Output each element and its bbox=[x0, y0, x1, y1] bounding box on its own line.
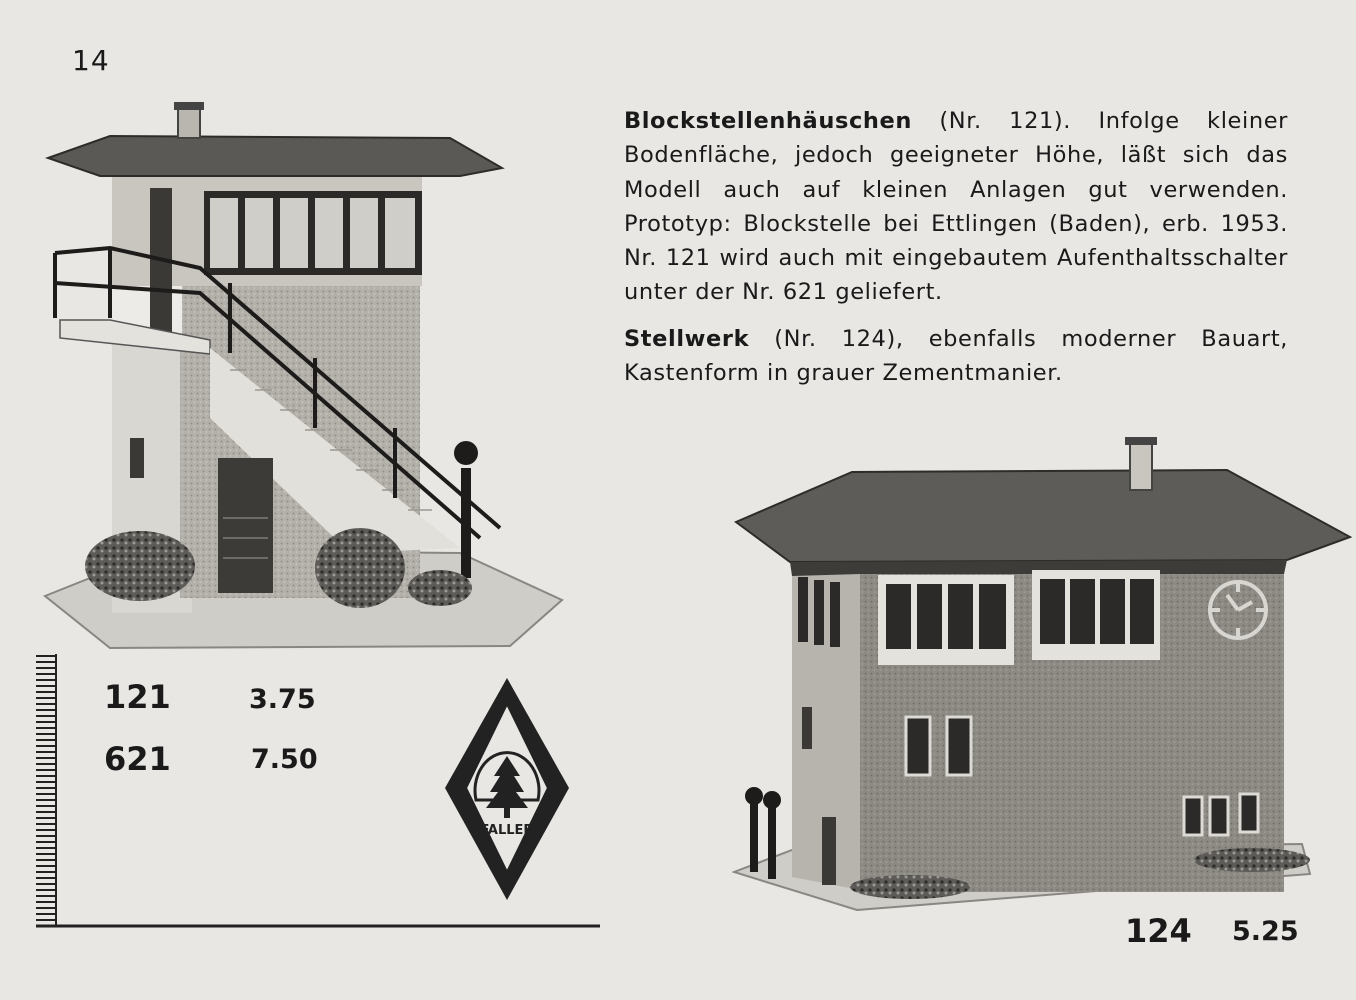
body-blockstelle: (Nr. 121). Infolge kleiner Bodenfläche, jedoch geeigneter Höhe, läßt sich das Modell auch auf kleinen Anlagen gut verwenden. Prototyp: Blockstelle bei Ettlingen (Baden), erb. 1953. Nr. 121 wird auch mit eingebautem Aufenthaltsschalter unter der Nr. 621 geliefert. bbox=[624, 108, 1288, 306]
item-number: 121 bbox=[104, 678, 171, 716]
price-621 bbox=[251, 744, 318, 775]
price-row-121 bbox=[104, 678, 171, 716]
item-number: 621 bbox=[104, 740, 171, 778]
paragraph-stellwerk bbox=[624, 322, 1288, 391]
photo-blockstelle bbox=[40, 98, 570, 658]
photo-stellwerk bbox=[732, 432, 1352, 912]
price-124 bbox=[1232, 916, 1299, 947]
body-stellwerk: (Nr. 124), ebenfalls moderner Bauart, Kastenform in grauer Zementmanier. bbox=[624, 325, 1288, 387]
product-description bbox=[624, 104, 1288, 402]
item-price: 7.50 bbox=[251, 744, 318, 775]
title-blockstelle: Blockstellenhäuschen bbox=[624, 108, 912, 134]
price-121 bbox=[249, 684, 316, 715]
item-price: 5.25 bbox=[1232, 916, 1299, 947]
page-number: 14 bbox=[72, 44, 110, 77]
logo-text: FALLER bbox=[480, 823, 534, 838]
paragraph-blockstelle bbox=[624, 104, 1288, 310]
title-stellwerk: Stellwerk bbox=[624, 325, 750, 352]
price-row-621 bbox=[104, 740, 171, 778]
faller-logo bbox=[442, 676, 572, 906]
price-row-124 bbox=[1125, 912, 1192, 950]
item-price: 3.75 bbox=[249, 684, 316, 715]
item-number: 124 bbox=[1125, 912, 1192, 950]
